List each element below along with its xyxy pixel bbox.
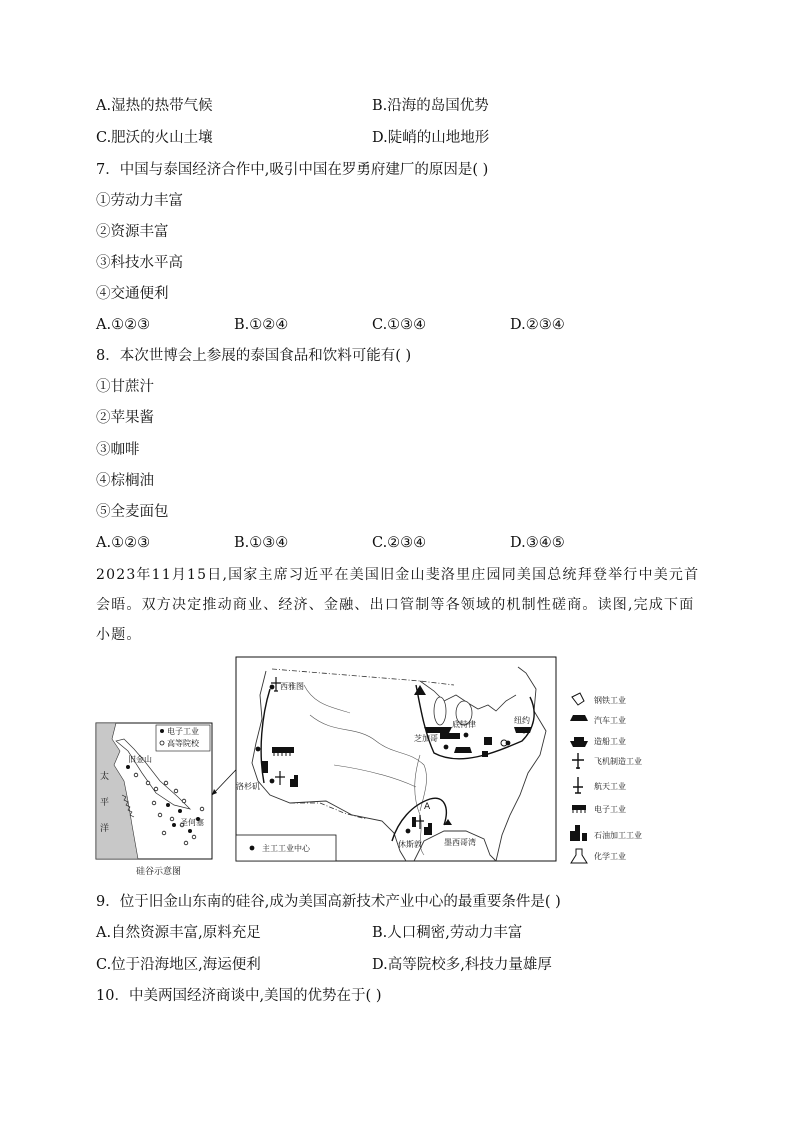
q6-option-d: D.陡峭的山地地形 <box>372 130 490 146</box>
q8-item-4: ④棕榈油 <box>96 473 154 489</box>
label-point-a: A <box>424 802 431 812</box>
city-detroit: 底特律 <box>452 720 476 729</box>
oil-refinery-icon <box>570 825 587 841</box>
silicon-valley-inset <box>96 723 212 877</box>
inset-electronics-dot <box>178 809 182 813</box>
legend-industrial-center: 主工工业中心 <box>262 844 310 853</box>
legend-car: 汽车工业 <box>594 716 626 725</box>
city-seattle: 西雅图 <box>280 682 304 691</box>
inset-caption: 硅谷示意图 <box>136 867 182 877</box>
inset-label-sanjose: 圣何塞 <box>180 818 204 827</box>
map-electronics-icon <box>272 747 294 753</box>
q10-stem: 10．中美两国经济商谈中,美国的优势在于( ) <box>96 988 382 1004</box>
map-car-icon <box>440 733 460 739</box>
inset-electronics-dot <box>126 765 130 769</box>
q8-item-5: ⑤全麦面包 <box>96 504 169 520</box>
inset-legend-college: 高等院校 <box>167 739 199 748</box>
q8-option-b: B.①③④ <box>234 535 289 551</box>
q8-item-1: ①甘蔗汁 <box>96 379 154 395</box>
q9-option-b: B.人口稠密,劳动力丰富 <box>372 925 523 941</box>
q7-option-b: B.①②④ <box>234 317 289 333</box>
q7-option-c: C.①③④ <box>372 317 427 333</box>
inset-legend-electronics: 电子工业 <box>167 727 199 736</box>
car-icon <box>570 715 588 721</box>
electronics-icon <box>572 805 586 810</box>
q7-item-2: ②资源丰富 <box>96 224 169 240</box>
industry-legend <box>570 693 642 863</box>
inset-electronics-dot <box>166 803 170 807</box>
legend-aircraft: 飞机制造工业 <box>594 757 642 766</box>
legend-oil: 石油加工工业 <box>594 831 642 840</box>
q7-item-3: ③科技水平高 <box>96 255 183 271</box>
aerospace-icon <box>573 777 583 793</box>
q6-option-a: A.湿热的热带气候 <box>96 98 213 114</box>
q7-item-4: ④交通便利 <box>96 286 169 302</box>
inset-label-ocean-2: 平 <box>100 798 110 808</box>
legend-ship: 造船工业 <box>594 737 626 746</box>
q6-option-c: C.肥沃的火山土壤 <box>96 130 213 146</box>
q7-option-a: A.①②③ <box>96 317 151 333</box>
aircraft-icon <box>572 753 584 769</box>
usa-industry-map <box>94 655 704 880</box>
q7-item-1: ①劳动力丰富 <box>96 193 183 209</box>
q8-option-c: C.②③④ <box>372 535 427 551</box>
inset-label-ocean-3: 洋 <box>100 824 110 834</box>
chemical-flask-icon <box>571 849 587 863</box>
q9-option-c: C.位于沿海地区,海运便利 <box>96 957 261 973</box>
legend-steel: 钢铁工业 <box>594 696 626 705</box>
main-map <box>236 657 556 861</box>
inset-label-sf: 旧金山 <box>128 755 152 764</box>
q7-stem: 7．中国与泰国经济合作中,吸引中国在罗勇府建厂的原因是( ) <box>96 162 489 178</box>
q9-option-d: D.高等院校多,科技力量雄厚 <box>372 957 552 973</box>
city-chicago: 芝加哥 <box>414 734 438 743</box>
q9-stem: 9．位于旧金山东南的硅谷,成为美国高新技术产业中心的最重要条件是( ) <box>96 894 561 910</box>
inset-electronics-dot <box>188 829 192 833</box>
q8-option-d: D.③④⑤ <box>510 535 565 551</box>
inset-label-ocean-1: 太 <box>100 772 110 782</box>
q8-item-2: ②苹果酱 <box>96 410 154 426</box>
q8-stem: 8．本次世博会上参展的泰国食品和饮料可能有( ) <box>96 348 412 364</box>
q7-option-d: D.②③④ <box>510 317 565 333</box>
steel-icon <box>572 693 584 705</box>
q9-option-a: A.自然资源丰富,原料充足 <box>96 925 261 941</box>
intro-paragraph: 2023年11月15日,国家主席习近平在美国旧金山斐洛里庄园同美国总统拜登举行中美元首会晤。双方决定推动商业、经济、金融、出口管制等各领域的机制性磋商。读图,完成下面小题。 <box>96 567 700 643</box>
city-newyork: 纽约 <box>514 716 530 725</box>
city-houston: 休斯敦 <box>398 840 422 849</box>
map-ship-icon <box>424 727 452 733</box>
q8-option-a: A.①②③ <box>96 535 151 551</box>
q8-item-3: ③咖啡 <box>96 442 140 458</box>
legend-electronics: 电子工业 <box>594 805 626 814</box>
ship-icon <box>570 741 588 747</box>
legend-chemical: 化学工业 <box>594 852 626 861</box>
legend-aerospace: 航天工业 <box>594 782 626 791</box>
label-gulf: 墨西哥湾 <box>444 838 476 847</box>
inset-electronics-dot <box>172 823 176 827</box>
city-losangeles: 洛杉矶 <box>236 782 260 791</box>
q6-option-b: B.沿海的岛国优势 <box>372 98 489 114</box>
